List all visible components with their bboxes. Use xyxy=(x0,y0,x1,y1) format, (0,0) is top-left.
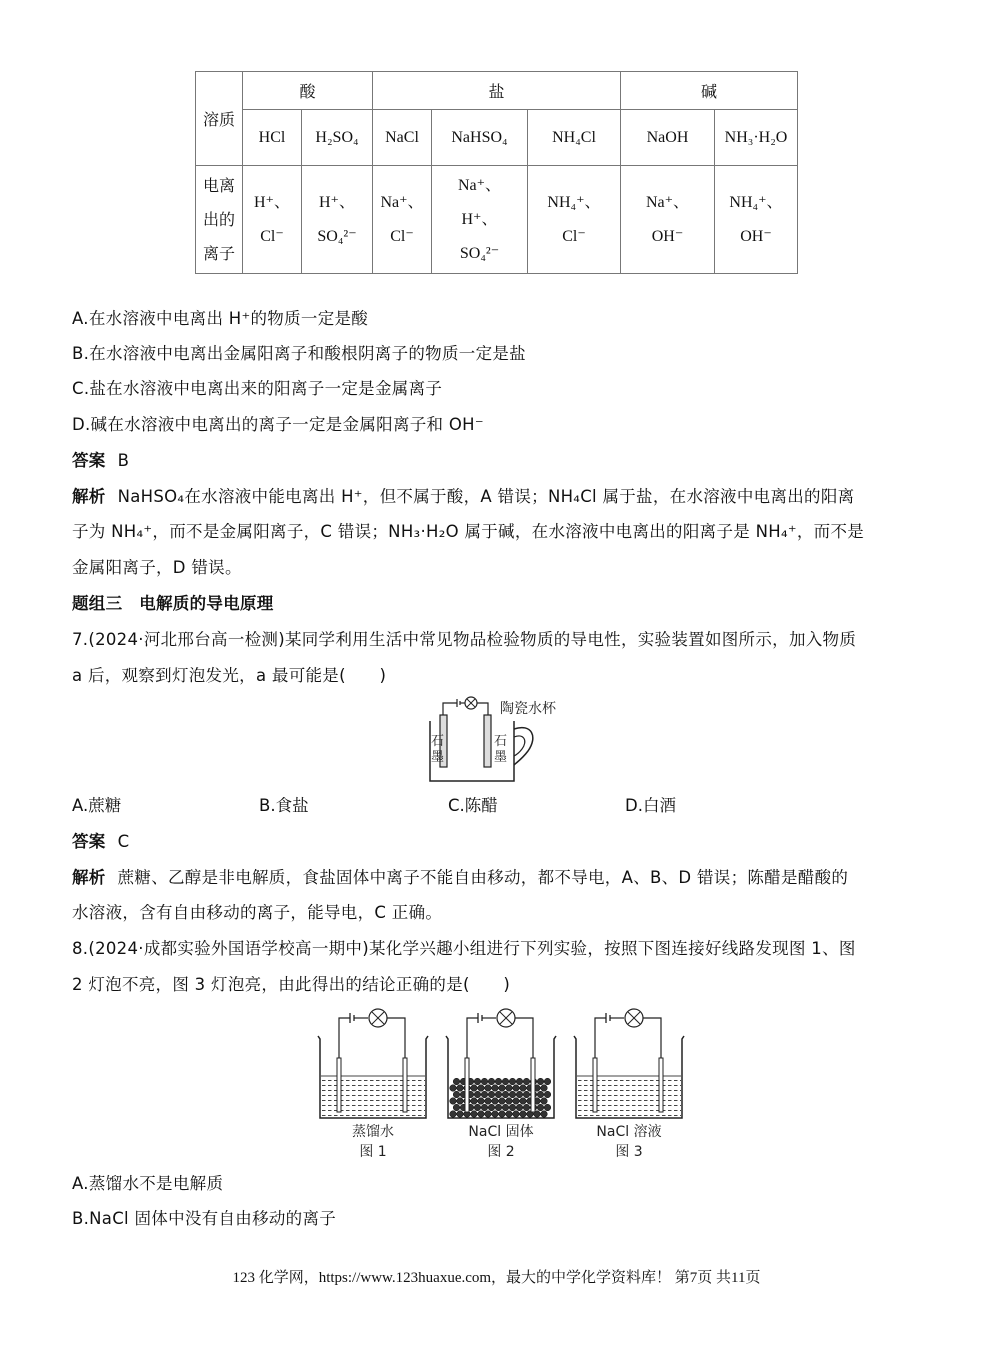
ion-cell: H⁺、 Cl⁻ xyxy=(243,166,302,274)
formula-cell: NH₃·H₂O xyxy=(715,110,798,166)
formula-cell: NaCl xyxy=(373,110,432,166)
page-footer: 123 化学网，https://www.123huaxue.com，最大的中学化学资料库！ 第7页 共11页 xyxy=(232,1270,761,1286)
electrode-label-left: 石 xyxy=(431,734,445,749)
svg-text:墨: 墨 xyxy=(431,750,445,765)
q6-analysis-line-3: 金属阳离子，D 错误。 xyxy=(72,558,242,577)
svg-text:墨: 墨 xyxy=(494,750,508,765)
formula-cell: NH₄Cl xyxy=(528,110,621,166)
answer-label: 答案 xyxy=(72,451,106,470)
q6-option-c: C.盐在水溶液中电离出来的阳离子一定是金属离子 xyxy=(72,379,443,398)
answer-value: B xyxy=(117,451,130,470)
group-header-base: 碱 xyxy=(621,72,798,110)
ion-cell: Na⁺、 OH⁻ xyxy=(621,166,715,274)
svg-text:NaCl 溶液: NaCl 溶液 xyxy=(596,1124,662,1140)
svg-text:蒸馏水: 蒸馏水 xyxy=(352,1124,394,1140)
graphite-electrode xyxy=(484,715,491,767)
q7-option-c: C.陈醋 xyxy=(448,796,498,815)
q7-option-d: D.白酒 xyxy=(625,796,676,815)
q6-option-b: B.在水溶液中电离出金属阳离子和酸根阴离子的物质一定是盐 xyxy=(72,344,526,363)
conductivity-cup-figure xyxy=(420,693,570,785)
ion-cell: NH₄⁺、 OH⁻ xyxy=(715,166,798,274)
answer-label: 答案 xyxy=(72,832,106,851)
q8-option-b: B.NaCl 固体中没有自由移动的离子 xyxy=(72,1209,337,1228)
svg-text:图 3: 图 3 xyxy=(615,1144,643,1160)
electrode-label-right: 石 xyxy=(494,734,508,749)
svg-text:图 1: 图 1 xyxy=(359,1144,387,1160)
formula-cell: HCl xyxy=(243,110,302,166)
q6-option-a: A.在水溶液中电离出 H⁺的物质一定是酸 xyxy=(72,309,369,328)
ion-cell: NH₄⁺、 Cl⁻ xyxy=(528,166,621,274)
q8-stem-line-2: 2 灯泡不亮，图 3 灯泡亮，由此得出的结论正确的是( ) xyxy=(72,975,511,994)
figure-1-distilled-water xyxy=(318,1009,428,1160)
q6-analysis-line-2: 子为 NH₄⁺，而不是金属阳离子，C 错误；NH₃·H₂O 属于碱，在水溶液中电离出的阳离子是 NH₄⁺，而不是 xyxy=(72,522,865,541)
ion-cell: Na⁺、 H⁺、 SO₄²⁻ xyxy=(432,166,528,274)
q6-option-d: D.碱在水溶液中电离出的离子一定是金属阳离子和 OH⁻ xyxy=(72,415,484,434)
formula-cell: NaHSO₄ xyxy=(432,110,528,166)
group-header-salt: 盐 xyxy=(373,72,621,110)
ion-cell: H⁺、 SO₄²⁻ xyxy=(302,166,373,274)
q8-stem-line-1: 8.(2024·成都实验外国语学校高一期中)某化学兴趣小组进行下列实验，按照下图连接好线路发现图 1、图 xyxy=(72,939,856,958)
q7-option-b: B.食盐 xyxy=(259,796,309,815)
q6-answer xyxy=(72,450,129,472)
analysis-label: 解析 xyxy=(72,868,106,887)
cup-label: 陶瓷水杯 xyxy=(500,701,556,717)
q7-analysis-line-1: 解析 蔗糖、乙醇是非电解质，食盐固体中离子不能自由移动，都不导电，A、B、D 错误；陈醋是醋酸的 xyxy=(72,868,849,887)
q6-analysis-line-1: 解析 NaHSO₄在水溶液中能电离出 H⁺，但不属于酸，A 错误；NH₄Cl 属于盐，在水溶液中电离出的阳离 xyxy=(72,487,855,506)
ion-cell: Na⁺、 Cl⁻ xyxy=(373,166,432,274)
q7-analysis-line-2: 水溶液，含有自由移动的离子，能导电，C 正确。 xyxy=(72,903,443,922)
q7-option-a: A.蔗糖 xyxy=(72,796,122,815)
formula-cell: H₂SO₄ xyxy=(302,110,373,166)
svg-text:图 2: 图 2 xyxy=(487,1144,515,1160)
figure-3-nacl-solution xyxy=(574,1009,684,1160)
row-header-solute: 溶质 xyxy=(196,72,243,166)
q7-stem-line-2: a 后，观察到灯泡发光，a 最可能是( ) xyxy=(72,666,387,685)
beaker-experiment-figures xyxy=(310,1008,690,1163)
figure-2-nacl-solid xyxy=(446,1009,556,1160)
group-header-acid: 酸 xyxy=(243,72,373,110)
formula-cell: NaOH xyxy=(621,110,715,166)
q7-stem-line-1: 7.(2024·河北邢台高一检测)某同学利用生活中常见物品检验物质的导电性，实验装置如图所示，加入物质 xyxy=(72,630,857,649)
q8-option-a: A.蒸馏水不是电解质 xyxy=(72,1174,224,1193)
row-header-ions: 电离 出的 离子 xyxy=(196,166,243,274)
svg-text:NaCl 固体: NaCl 固体 xyxy=(468,1124,534,1140)
q7-answer xyxy=(72,831,129,853)
group3-title: 题组三 电解质的导电原理 xyxy=(72,594,274,613)
ionization-table xyxy=(195,71,798,274)
answer-value: C xyxy=(117,832,130,851)
analysis-label: 解析 xyxy=(72,487,106,506)
